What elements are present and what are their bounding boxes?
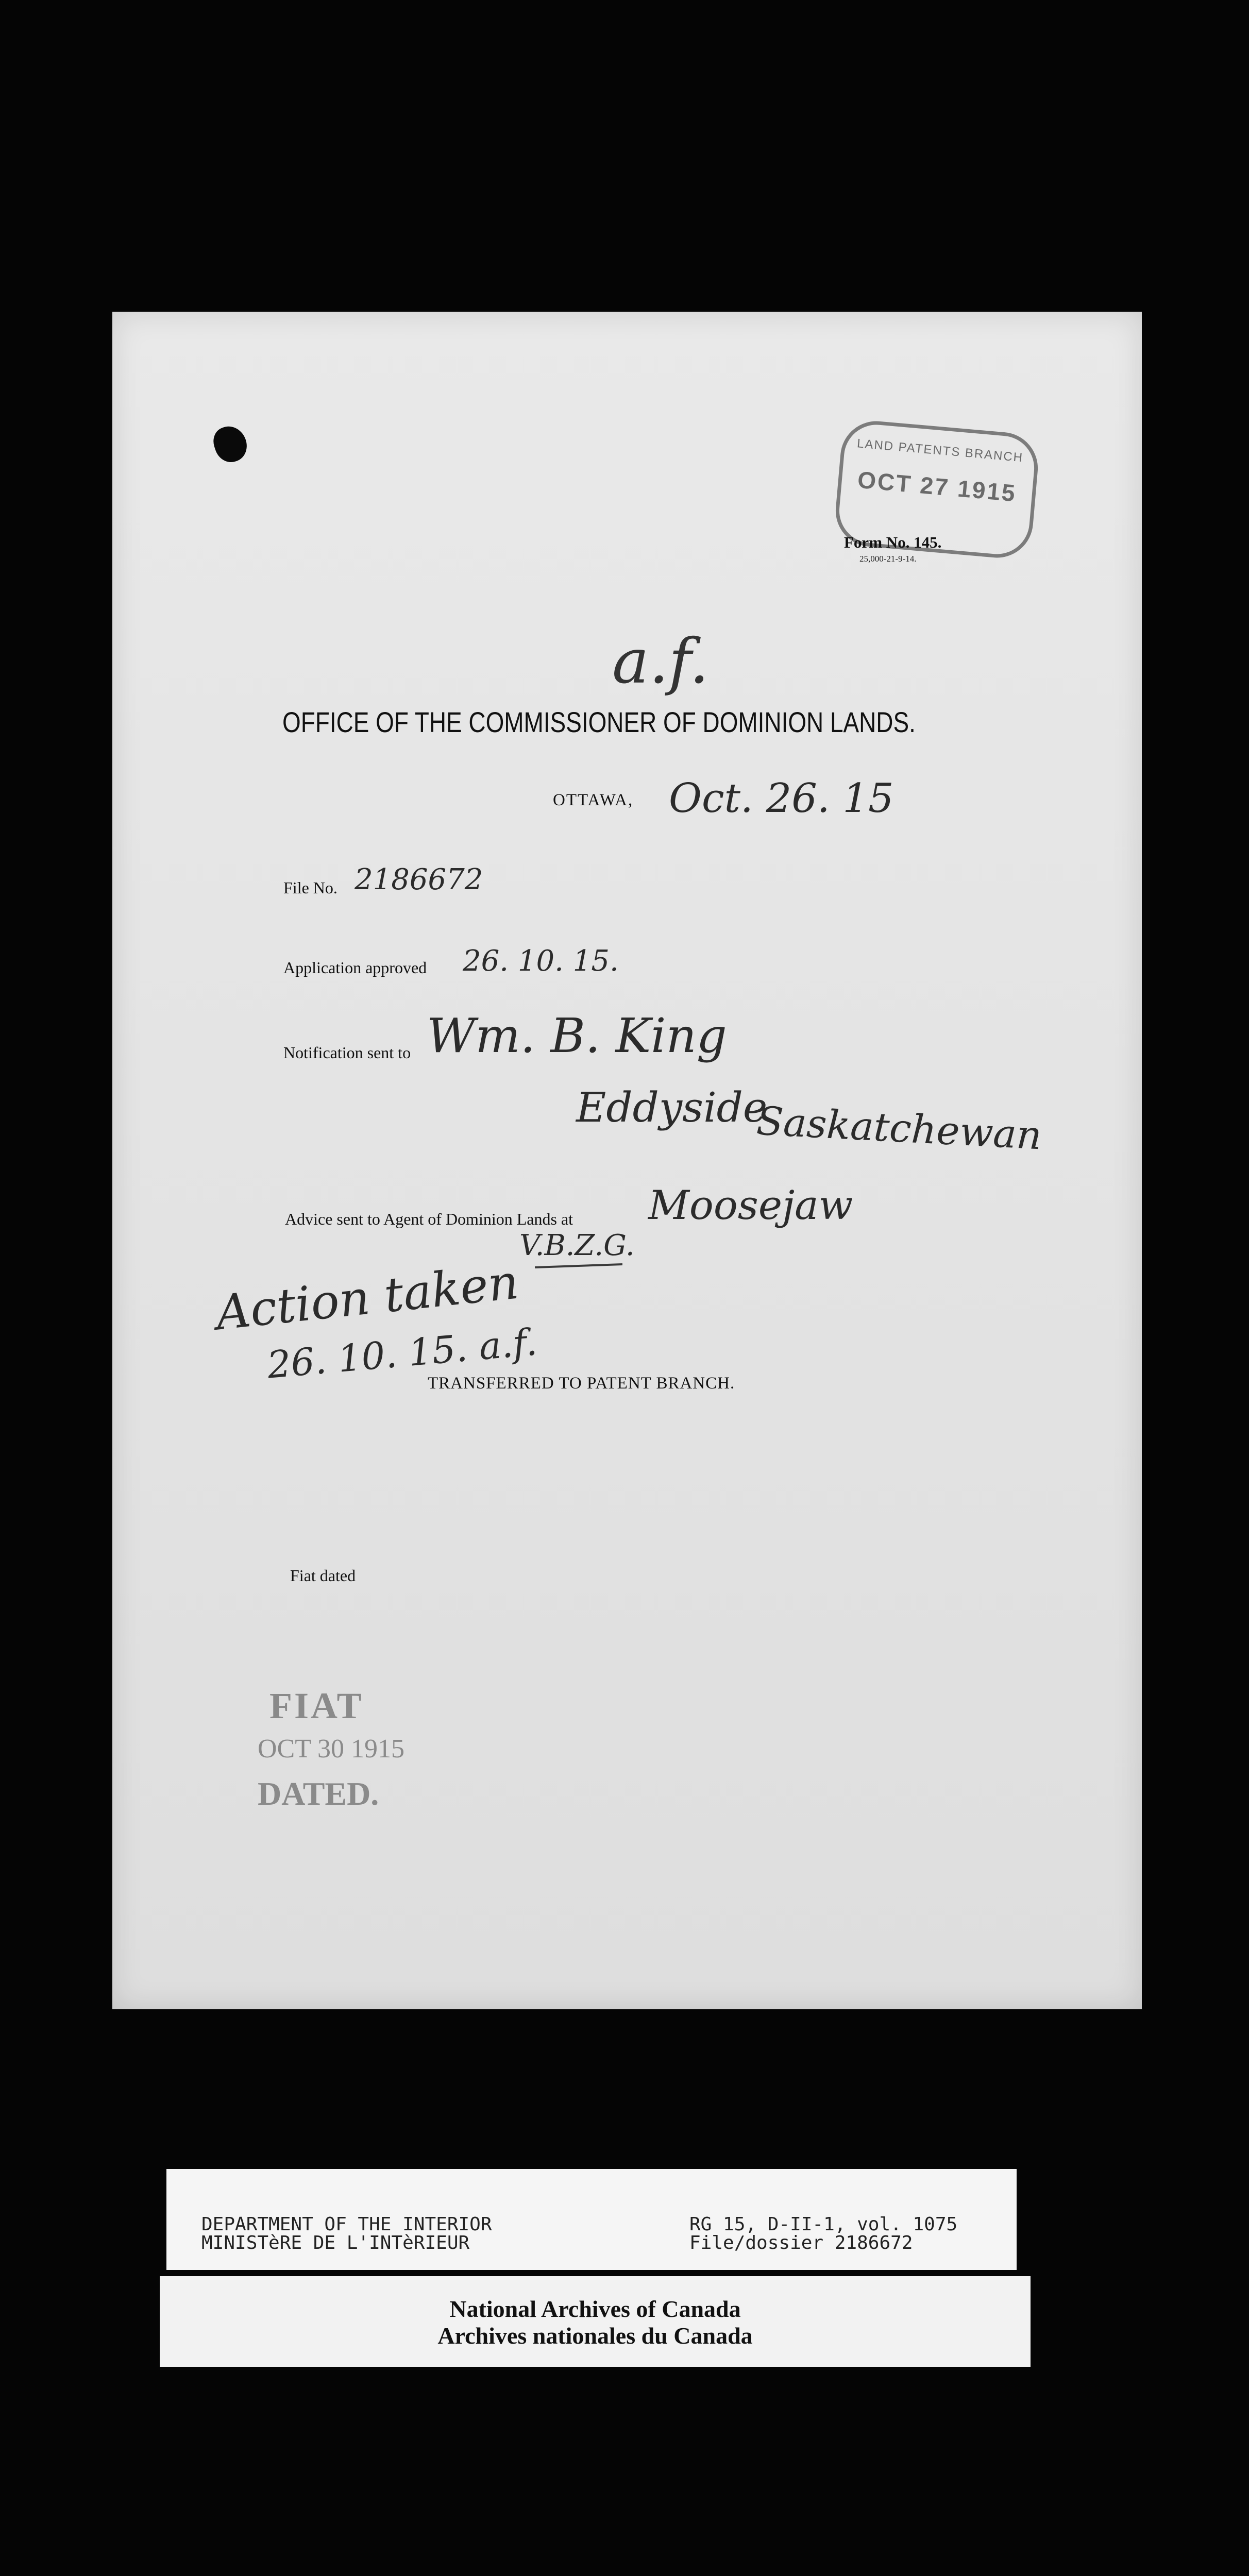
ottawa-date: Oct. 26. 15 [669,775,894,822]
form-print-code: 25,000-21-9-14. [859,554,917,564]
underline [535,1263,622,1268]
notification-place: Eddyside [576,1083,768,1131]
fiat-stamp-dated: DATED. [258,1775,379,1812]
stamp-branch-text: LAND PATENTS BRANCH [856,436,1024,465]
ottawa-label: OTTAWA, [553,791,634,809]
department-en: DEPARTMENT OF THE INTERIOR [201,2214,492,2235]
notification-province: Saskatchewan [755,1097,1043,1159]
transferred-heading: TRANSFERRED TO PATENT BRANCH. [428,1374,735,1393]
department-names [201,2215,492,2252]
archives-label-card [160,2276,1031,2367]
archive-reference-card [166,2169,1017,2270]
action-taken-date: 26. 10. 15. a.f. [265,1320,539,1387]
archives-name-en: National Archives of Canada [449,2296,741,2322]
archives-name-fr: Archives nationales du Canada [437,2323,753,2349]
notification-label: Notification sent to [283,1043,411,1062]
reference-number: RG 15, D-II-1, vol. 1075 [689,2214,958,2235]
form-number: Form No. 145. [844,533,942,551]
file-no-label: File No. [283,878,337,897]
application-approved-value: 26. 10. 15. [463,944,619,978]
fiat-dated-label: Fiat dated [290,1566,356,1585]
advice-value: Moosejaw [648,1182,853,1229]
reference-block [689,2215,957,2252]
handwritten-initials: a.f. [612,626,709,698]
office-heading: OFFICE OF THE COMMISSIONER OF DOMINION LANDS. [282,706,916,738]
action-taken-note: Action taken [213,1254,521,1341]
file-no-value: 2186672 [355,863,483,896]
stamp-date: OCT 27 1915 [856,466,1018,507]
fiat-stamp-date: OCT 30 1915 [258,1734,405,1764]
document-page [112,312,1142,2009]
application-approved-label: Application approved [283,958,427,977]
notification-name: Wm. B. King [427,1008,727,1063]
file-dossier: File/dossier 2186672 [689,2232,913,2253]
advice-label: Advice sent to Agent of Dominion Lands at [285,1210,573,1228]
department-fr: MINISTèRE DE L'INTèRIEUR [201,2232,470,2253]
punch-hole [210,422,251,466]
fiat-stamp-title: FIAT [269,1685,364,1726]
advice-initials: V.B.Z.G. [519,1229,635,1262]
